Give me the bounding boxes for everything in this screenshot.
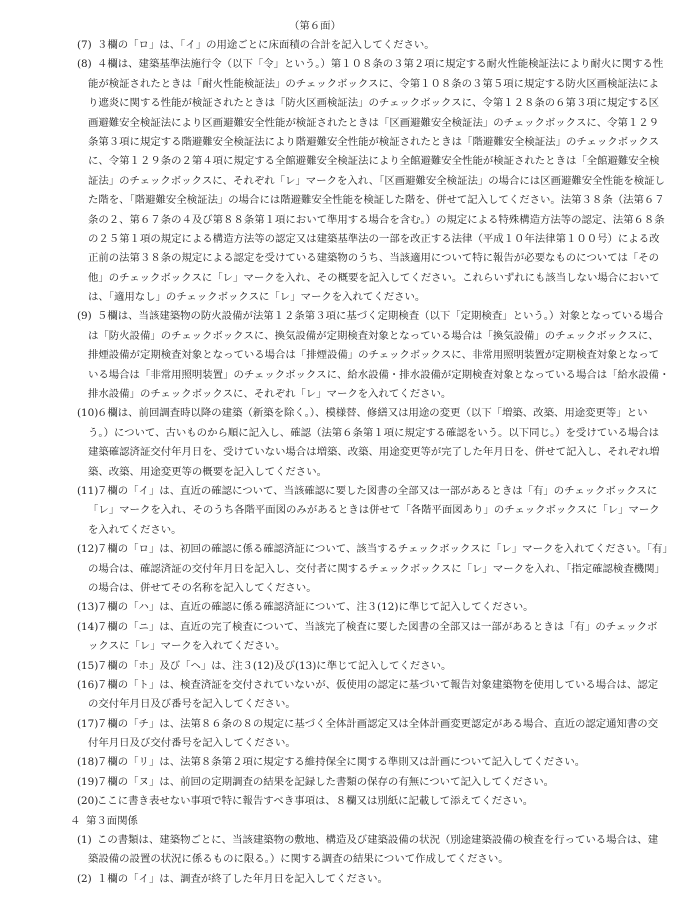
page-title: （第６面）	[289, 20, 341, 32]
note-item	[0, 753, 630, 772]
note-line: 正前の法第３８条の規定による認定を受けている建築物のうち、当該適用について特に報告が必要なものについては「その	[88, 252, 660, 265]
note-line: は「防火設備」のチェックボックスに、換気設備が定期検査対象となっている場合は「換気設備」のチェックボックスに、	[88, 329, 659, 342]
note-line: 排煙設備が定期検査対象となっている場合は「排煙設備」のチェックボックスに、非常用照明装置が定期検査対象となって	[88, 349, 660, 362]
note-line: 排水設備」のチェックボックスに、それぞれ「レ」マークを入れてください。	[88, 388, 452, 401]
document-body	[0, 36, 673, 889]
note-line: 築、改築、用途変更等の概要を記入してください。	[88, 465, 327, 478]
note-line: 条の２、第６７条の４及び第８８条第１項において準用する場合を含む。）の規定による特殊構造方法等の認定、法第６８条	[88, 213, 665, 226]
note-number: (18)	[77, 756, 99, 769]
note-line: 条第３項に規定する階避難安全検証法により階避難安全性能が検証されたときは「階避難安全検証法」のチェックボックス	[88, 135, 660, 148]
note-item	[0, 482, 660, 540]
note-line: ３欄の「ロ」は、「イ」の用途ごとに床面積の合計を記入してください。	[97, 39, 435, 51]
note-line: に、令第１２９条の２第４項に規定する全館避難安全検証法により全館避難安全性能が検証されたときは「全館避難安全検	[88, 155, 660, 168]
note-line: １欄の「イ」は、調査が終了した年月日を記入してください。	[97, 872, 388, 885]
note-line: ４欄は、建築基準法施行令（以下「令」という。）第１０８条の３第２項に規定する耐火性能検証法により耐火に関する性	[97, 58, 664, 71]
note-line: り遮炎に関する性能が検証されたときは「防火区画検証法」のチェックボックスに、令第１２８条の６第３項に規定する区	[88, 97, 660, 110]
note-line: ５欄は、当該建築物の防火設備が法第１２条第３項に基づく定期検査（以下「定期検査」という。）対象となっている場合	[97, 310, 664, 323]
note-line: 築設備の設置の状況に係るものに限る。）に関する調査の結果について作成してください。	[88, 853, 509, 866]
note-item	[0, 618, 658, 657]
note-line: う。）について、古いものから順に記入し、確認（法第６条第１項に規定する確認をいう。以下同じ。）を受けている場合は	[88, 426, 660, 439]
note-line: の場合は、併せてその名称を記入してください。	[88, 581, 317, 594]
note-line: いる場合は「非常用照明装置」のチェックボックスに、給水設備・排水設備が定期検査対象となっている場合は「給水設備・	[88, 368, 670, 381]
note-number: (13)	[77, 601, 99, 614]
note-item	[0, 715, 659, 754]
note-number: (16)	[77, 678, 99, 691]
note-item	[0, 598, 630, 617]
note-item	[0, 773, 630, 792]
note-number: (17)	[77, 717, 99, 730]
note-line: ７欄の「ニ」は、直近の完了検査について、当該完了検査に要した図書の全部又は一部があるときは「有」のチェックボ	[97, 620, 658, 633]
note-line: ７欄の「リ」は、法第８条第２項に規定する維持保全に関する準則又は計画について記入してください。	[97, 756, 586, 769]
note-line: ここに書き表せない事項で特に報告すべき事項は、８欄又は別紙に記載して添えてください。	[97, 795, 534, 808]
note-line: 能が検証されたときは「耐火性能検証法」のチェックボックスに、令第１０８条の３第５項に規定する防火区画検証法によ	[88, 77, 660, 90]
note-line: ７欄の「ロ」は、初回の確認に係る確認済証について、該当するチェックボックスに「レ」マークを入れてください。「有」	[97, 543, 673, 556]
note-line: この書類は、建築物ごとに、当該建築物の敷地、構造及び建築設備の状況（別途建築設備の検査を行っている場合は、建	[97, 834, 659, 847]
note-item	[0, 540, 673, 598]
note-line: ６欄は、前回調査時以降の建築（新築を除く。）、模様替、修繕又は用途の変更（以下「増築、改築、用途変更等」とい	[97, 407, 648, 420]
note-line: の場合は、確認済証の交付年月日を記入し、交付者に関するチェックボックスに「レ」マークを入れ、「指定確認検査機関」	[88, 562, 665, 575]
section-heading: 第３面関係	[86, 814, 138, 827]
note-item	[0, 36, 630, 55]
note-line: ックスに「レ」マークを入れてください。	[88, 640, 286, 653]
note-number: (19)	[77, 775, 99, 788]
note-line: は、「適用なし」のチェックボックスに「レ」マークを入れてください。	[88, 291, 426, 304]
note-item	[0, 831, 659, 870]
note-line: 付年月日及び交付番号を記入してください。	[88, 737, 296, 750]
note-item	[0, 870, 630, 889]
note-number: (1)	[77, 834, 92, 847]
note-line: ７欄の「チ」は、法第８６条の８の規定に基づく全体計画認定又は全体計画変更認定がある場合、直近の認定通知書の交	[97, 717, 659, 730]
note-item	[0, 55, 665, 307]
note-line: の交付年月日及び番号を記入してください。	[88, 698, 296, 711]
note-line: 建築確認済証交付年月日を、受けていない場合は増築、改築、用途変更等が完了した年月日を、併せて記入し、それぞれ増	[88, 446, 660, 459]
note-number: (10)	[77, 407, 99, 420]
note-line: を入れてください。	[88, 523, 182, 536]
note-line: た階を、「階避難安全検証法」の場合には階避難安全性能を検証した階を、併せて記入してください。法第３８条（法第６７	[88, 194, 665, 207]
note-item	[0, 792, 630, 811]
note-line: 「レ」マークを入れ、そのうち各階平面図のみがあるときは併せて「各階平面図あり」のチェックボックスに「レ」マーク	[88, 504, 660, 517]
note-number: (20)	[77, 795, 99, 808]
note-item	[0, 676, 659, 715]
note-number: (14)	[77, 620, 99, 633]
note-line: ７欄の「ト」は、検査済証を交付されていないが、仮使用の認定に基づいて報告対象建築物を使用している場合は、認定	[97, 678, 659, 691]
note-line: ７欄の「ヌ」は、前回の定期調査の結果を記録した書類の保存の有無について記入してください。	[97, 775, 554, 788]
note-line: ７欄の「イ」は、直近の確認について、当該確認に要した図書の全部又は一部があるときは「有」のチェックボックスに	[97, 484, 658, 497]
note-number: (15)	[77, 659, 99, 672]
note-number: (8)	[77, 58, 92, 71]
note-item	[0, 657, 630, 676]
section-number: ４	[70, 814, 81, 827]
note-item	[0, 307, 670, 404]
section-4-heading	[0, 812, 630, 831]
note-line: 他」のチェックボックスに「レ」マークを入れ、その概要を記入してください。これらいずれにも該当しない場合において	[88, 271, 660, 284]
section-4-notes	[0, 831, 659, 889]
note-item	[0, 404, 660, 482]
note-line: 証法」のチェックボックスに、それぞれ「レ」マークを入れ、「区画避難安全検証法」の場合には区画避難安全性能を検証し	[88, 174, 665, 187]
note-line: の２５第１項の規定による構造方法等の認定又は建築基準法の一部を改正する法律（平成１０年法律第１００号）による改	[88, 232, 660, 245]
note-number: (7)	[77, 39, 92, 51]
note-number: (11)	[77, 484, 99, 497]
notes-list	[0, 36, 673, 812]
note-number: (2)	[77, 872, 92, 885]
note-line: ７欄の「ハ」は、直近の確認に係る確認済証について、注３(12)に準じて記入してください。	[97, 601, 534, 614]
note-number: (9)	[77, 310, 92, 323]
note-line: ７欄の「ホ」及び「ヘ」は、注３(12)及び(13)に準じて記入してください。	[97, 659, 452, 672]
note-line: 画避難安全検証法により区画避難安全性能が検証されたときは「区画避難安全検証法」のチェックボックスに、令第１２９	[88, 116, 660, 129]
note-number: (12)	[77, 543, 99, 556]
